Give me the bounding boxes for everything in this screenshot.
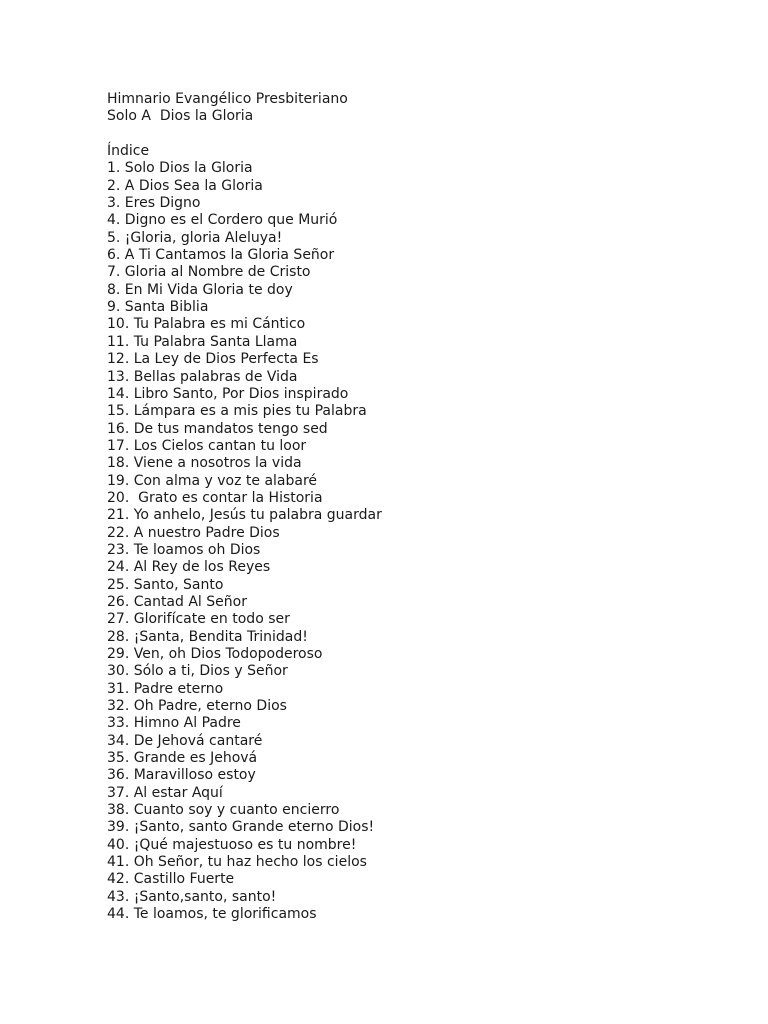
index-entry: 19. Con alma y voz te alabaré xyxy=(107,472,318,489)
index-entry: 34. De Jehová cantaré xyxy=(107,732,263,749)
index-entry: 4. Digno es el Cordero que Murió xyxy=(107,212,338,229)
index-entry: 31. Padre eterno xyxy=(107,680,224,697)
index-entry: 15. Lámpara es a mis pies tu Palabra xyxy=(107,403,367,420)
document-content xyxy=(107,91,727,924)
index-entry: 8. En Mi Vida Gloria te doy xyxy=(107,281,293,298)
index-entry: 43. ¡Santo,santo, santo! xyxy=(107,888,277,905)
index-entry: 41. Oh Señor, tu haz hecho los cielos xyxy=(107,854,367,871)
index-entry: 1. Solo Dios la Gloria xyxy=(107,160,253,177)
index-entry: 14. Libro Santo, Por Dios inspirado xyxy=(107,385,349,402)
index-entry: 24. Al Rey de los Reyes xyxy=(107,559,271,576)
index-entry: 33. Himno Al Padre xyxy=(107,715,241,732)
index-entry: 12. La Ley de Dios Perfecta Es xyxy=(107,351,319,368)
index-entry: 3. Eres Digno xyxy=(107,195,201,212)
index-entry: 39. ¡Santo, santo Grande eterno Dios! xyxy=(107,819,375,836)
index-entry: 37. Al estar Aquí xyxy=(107,784,223,801)
hymnal-subtitle: Solo A Dios la Gloria xyxy=(107,108,254,125)
index-entry: 21. Yo anhelo, Jesús tu palabra guardar xyxy=(107,507,382,524)
index-entry: 28. ¡Santa, Bendita Trinidad! xyxy=(107,628,308,645)
index-entry: 36. Maravilloso estoy xyxy=(107,767,256,784)
index-entry: 42. Castillo Fuerte xyxy=(107,871,235,888)
index-heading: Índice xyxy=(107,143,150,160)
index-entry: 29. Ven, oh Dios Todopoderoso xyxy=(107,646,323,662)
index-entry: 25. Santo, Santo xyxy=(107,576,224,593)
index-entry: 13. Bellas palabras de Vida xyxy=(107,368,298,385)
index-entry: 7. Gloria al Nombre de Cristo xyxy=(107,264,311,281)
index-entry: 5. ¡Gloria, gloria Aleluya! xyxy=(107,229,283,246)
hymnal-title: Himnario Evangélico Presbiteriano xyxy=(107,91,348,107)
index-entry: 20. Grato es contar la Historia xyxy=(107,489,323,506)
index-entry: 16. De tus mandatos tengo sed xyxy=(107,420,328,437)
index-entry: 32. Oh Padre, eterno Dios xyxy=(107,698,287,715)
index-entry: 22. A nuestro Padre Dios xyxy=(107,524,280,541)
index-entry: 17. Los Cielos cantan tu loor xyxy=(107,437,307,454)
index-entry: 27. Glorifícate en todo ser xyxy=(107,611,290,628)
index-entry: 9. Santa Biblia xyxy=(107,299,209,316)
index-entry: 35. Grande es Jehová xyxy=(107,750,258,767)
index-entry: 11. Tu Palabra Santa Llama xyxy=(107,333,298,350)
index-entry: 10. Tu Palabra es mi Cántico xyxy=(107,316,306,333)
index-entry: 30. Sólo a ti, Dios y Señor xyxy=(107,663,288,680)
blank-line xyxy=(107,126,727,143)
index-entry: 23. Te loamos oh Dios xyxy=(107,541,261,558)
index-entry: 38. Cuanto soy y cuanto encierro xyxy=(107,802,340,819)
index-entry: 44. Te loamos, te glorificamos xyxy=(107,906,317,923)
index-list xyxy=(107,160,727,923)
index-entry: 18. Viene a nosotros la vida xyxy=(107,455,302,472)
index-entry: 6. A Ti Cantamos la Gloria Señor xyxy=(107,247,335,264)
index-entry: 40. ¡Qué majestuoso es tu nombre! xyxy=(107,836,357,853)
index-entry: 2. A Dios Sea la Gloria xyxy=(107,177,263,194)
index-entry: 26. Cantad Al Señor xyxy=(107,593,247,610)
